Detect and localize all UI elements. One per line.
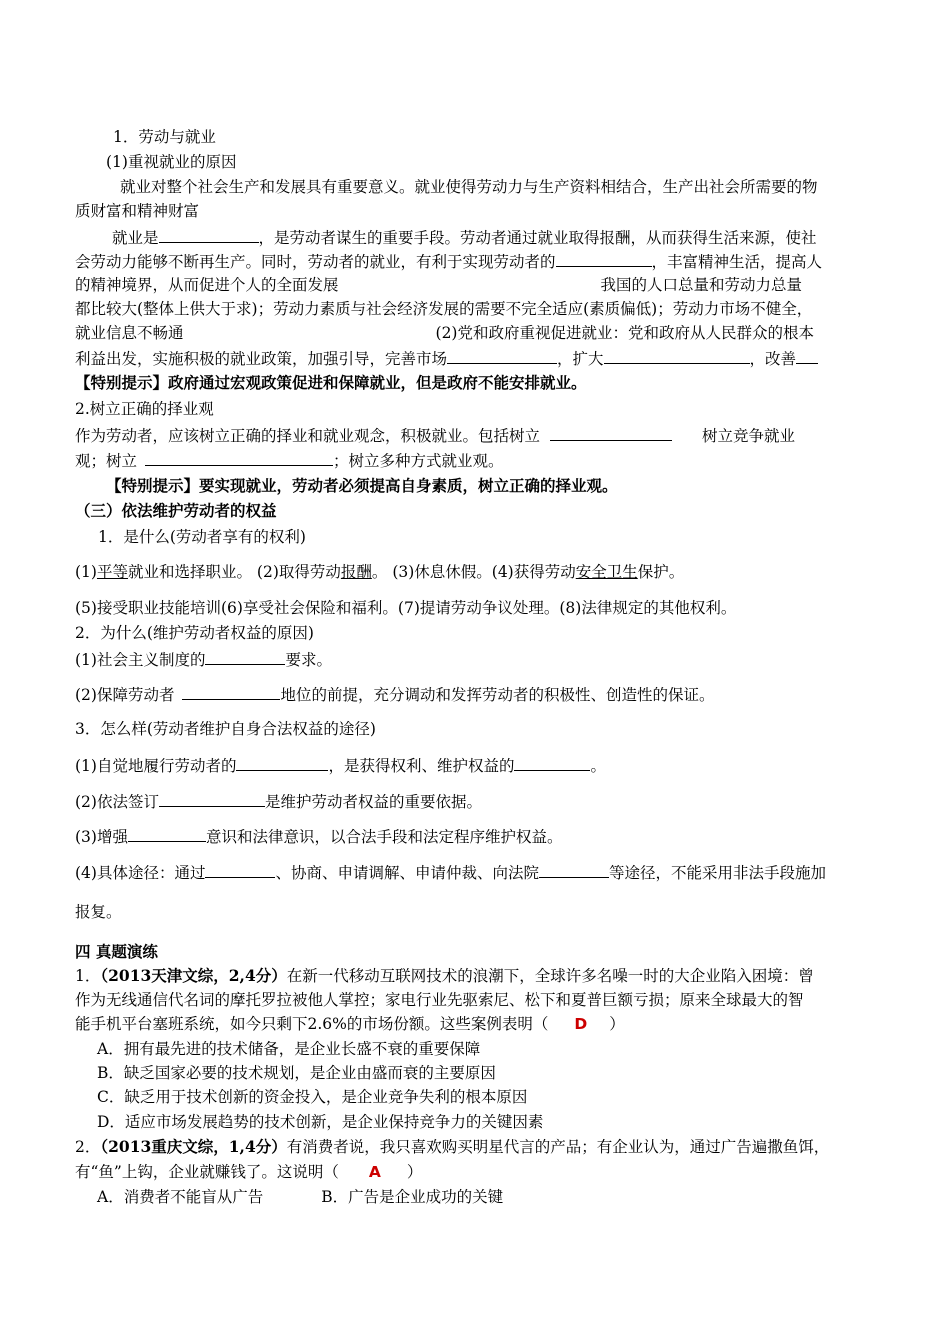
option: A．消费者不能盲从广告 B．广告是企业成功的关键 [97, 1188, 504, 1206]
section-3-heading: （三）依法维护劳动者的权益 [75, 501, 277, 520]
section-4-heading: 四 真题演练 [75, 942, 158, 961]
fill-blank[interactable] [205, 648, 285, 665]
fill-blank[interactable] [159, 790, 265, 807]
paragraph-line: 作为无线通信代名词的摩托罗拉被他人掌控；家电行业先驱索尼、松下和夏普巨额亏损；原来全球最大的智 [75, 991, 804, 1009]
reason-line: (2)保障劳动者 地位的前提，充分调动和发挥劳动者的积极性、创造性的保证。 [75, 683, 714, 706]
special-tip: 【特别提示】政府通过宏观政策促进和保障就业，但是政府不能安排就业。 [75, 373, 587, 392]
exam-question-1: 1．（2013天津文综，2,4分）在新一代移动互联网技术的浪潮下，全球许多名噪一时的大企业陷入困境：曾 [75, 966, 814, 985]
fill-blank[interactable] [514, 754, 590, 771]
section-2-title: 2.树立正确的择业观 [75, 400, 214, 418]
paragraph-line: 都比较大(整体上供大于求)；劳动力素质与社会经济发展的需要不完全适应(素质偏低)；劳动力市场不健全， [75, 300, 813, 318]
question-title: 2．为什么(维护劳动者权益的原因) [75, 624, 314, 642]
fill-blank[interactable] [159, 226, 259, 243]
method-line: (1)自觉地履行劳动者的 ，是获得权利、维护权益的 。 [75, 754, 606, 777]
paragraph-line: 就业是 ，是劳动者谋生的重要手段。劳动者通过就业取得报酬，从而获得生活来源，使社 [112, 226, 817, 249]
method-line: (2)依法签订 是维护劳动者权益的重要依据。 [75, 790, 482, 813]
rights-line: (1)平等就业和选择职业。 (2)取得劳动报酬。 (3)休息休假。(4)获得劳动安全卫生保护。 [75, 563, 685, 581]
paragraph-line: 会劳动力能够不断再生产。同时，劳动者的就业，有利于实现劳动者的 ，丰富精神生活，提高人 [75, 250, 822, 273]
paragraph-line: 就业对整个社会生产和发展具有重要意义。就业使得劳动力与生产资料相结合，生产出社会所需要的物 [120, 178, 818, 196]
fill-blank[interactable] [604, 347, 750, 364]
answer-mark: A [368, 1163, 381, 1181]
fill-blank[interactable] [205, 861, 275, 878]
option: C．缺乏用于技术创新的资金投入，是企业竞争失利的根本原因 [97, 1088, 528, 1106]
fill-blank[interactable] [796, 347, 818, 364]
method-line: (4)具体途径：通过 、协商、申请调解、申请仲裁、向法院 等途径，不能采用非法手段施加 [75, 861, 826, 884]
paragraph-line: 的精神境界，从而促进个人的全面发展 我国的人口总量和劳动力总量 [75, 276, 803, 294]
option: B．缺乏国家必要的技术规划，是企业由盛而衰的主要原因 [97, 1064, 496, 1082]
option: A．拥有最先进的技术储备，是企业长盛不衰的重要保障 [97, 1040, 481, 1058]
option: D．适应市场发展趋势的技术创新，是企业保持竞争力的关键因素 [97, 1113, 544, 1131]
fill-blank[interactable] [556, 250, 652, 267]
question-title: 3．怎么样(劳动者维护自身合法权益的途径) [75, 720, 376, 738]
section-1-title: 1．劳动与就业 [113, 128, 216, 146]
exam-question-2: 2．（2013重庆文综，1,4分）有消费者说，我只喜欢购买明星代言的产品；有企业认为，通过广告遍撒鱼饵， [75, 1137, 830, 1156]
reason-line: (1)社会主义制度的 要求。 [75, 648, 332, 671]
special-tip: 【特别提示】要实现就业，劳动者必须提高自身素质，树立正确的择业观。 [106, 476, 618, 495]
paragraph-line: 作为劳动者，应该树立正确的择业和就业观念，积极就业。包括树立 树立竞争就业 [75, 424, 795, 447]
paragraph-line: 有“鱼”上钩，企业就赚钱了。这说明（ A ） [75, 1163, 423, 1181]
fill-blank[interactable] [145, 449, 333, 466]
fill-blank[interactable] [182, 683, 280, 700]
paragraph-line: 质财富和精神财富 [75, 202, 200, 220]
fill-blank[interactable] [539, 861, 609, 878]
fill-blank[interactable] [128, 825, 206, 842]
method-line: (3)增强 意识和法律意识，以合法手段和法定程序维护权益。 [75, 825, 562, 848]
fill-blank[interactable] [236, 754, 328, 771]
fill-blank[interactable] [447, 347, 557, 364]
paragraph-line: 利益出发，实施积极的就业政策，加强引导，完善市场 ，扩大 ，改善 [75, 347, 818, 370]
question-title: 1．是什么(劳动者享有的权利) [98, 528, 306, 546]
subsection-1-title: (1)重视就业的原因 [106, 153, 237, 171]
paragraph-line: 就业信息不畅通 (2)党和政府重视促进就业：党和政府从人民群众的根本 [75, 324, 814, 342]
method-line: 报复。 [75, 903, 122, 921]
answer-mark: D [574, 1015, 588, 1033]
fill-blank[interactable] [550, 424, 672, 441]
rights-line: (5)接受职业技能培训(6)享受社会保险和福利。(7)提请劳动争议处理。(8)法律规定的其他权利。 [75, 599, 737, 617]
paragraph-line: 观；树立 ；树立多种方式就业观。 [75, 449, 504, 472]
paragraph-line: 能手机平台塞班系统，如今只剩下2.6%的市场份额。这些案例表明（ D ） [75, 1015, 625, 1033]
